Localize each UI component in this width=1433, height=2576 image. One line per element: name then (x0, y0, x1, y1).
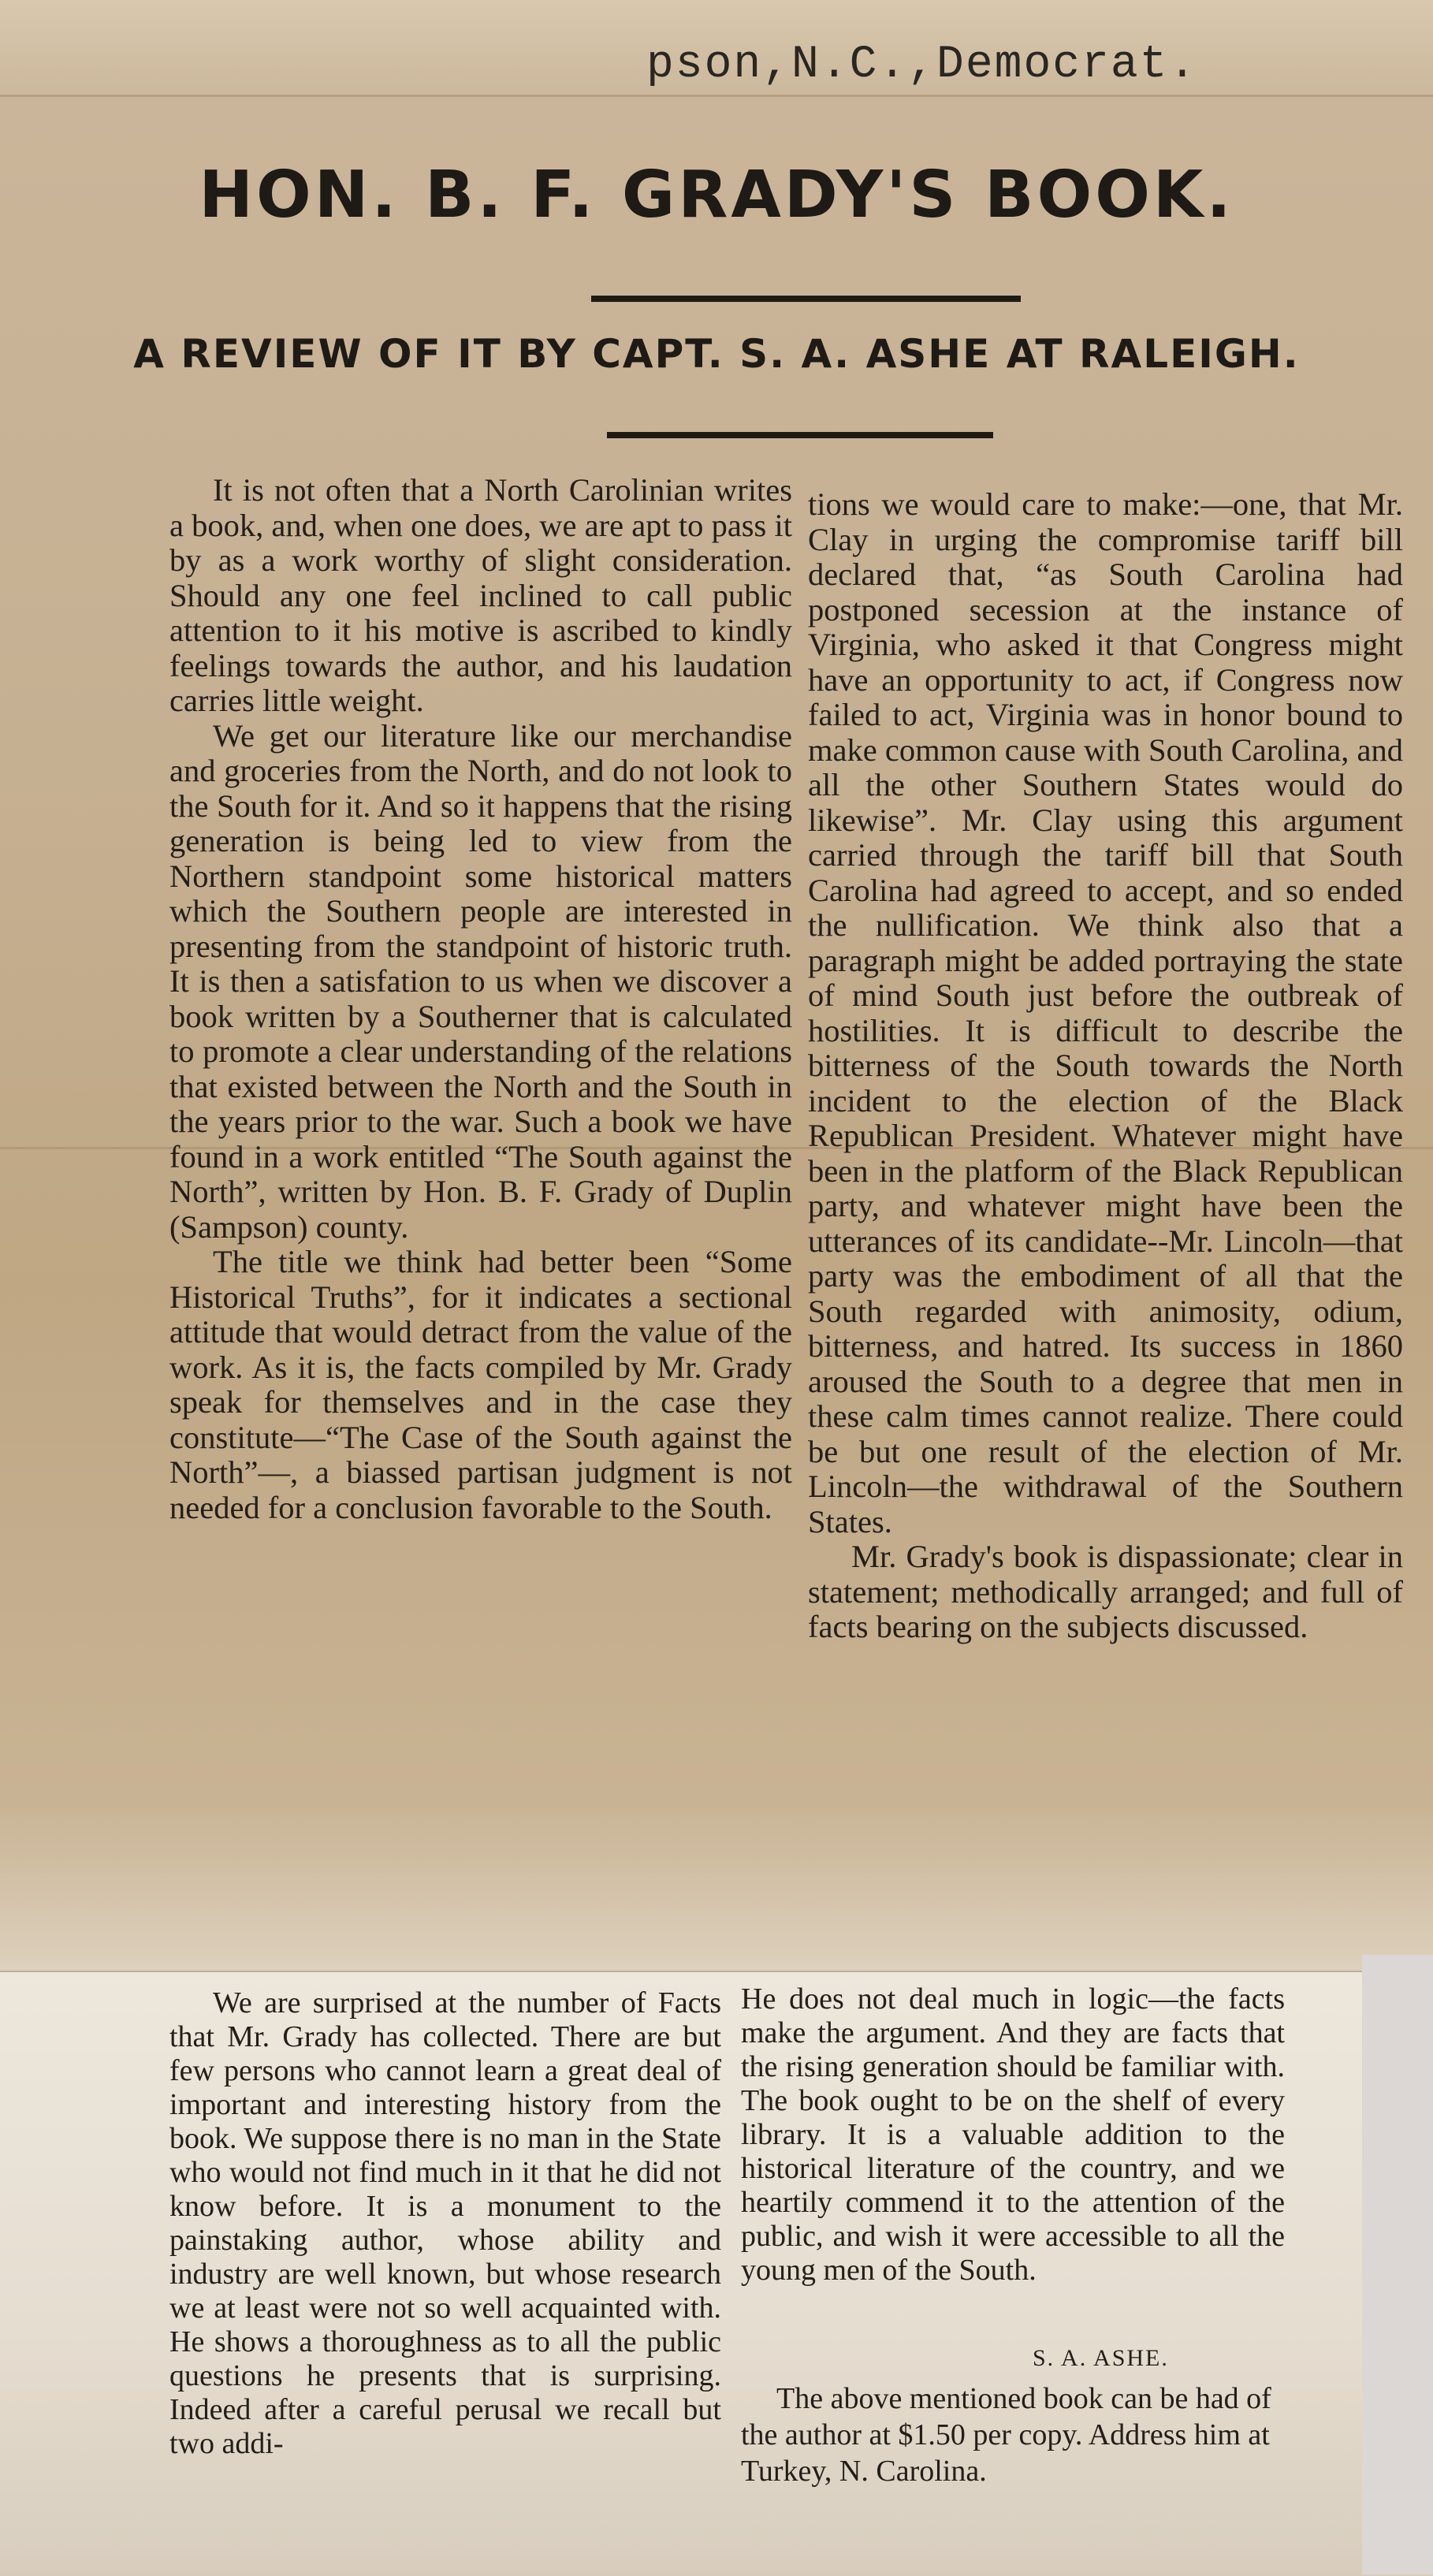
paragraph: We are surprised at the number of Facts that Mr. Grady has collected. There are but few persons who cannot learn a great deal of important and interesting history from the book. We suppose there is no man in the State who would not find much in it that he did not know before. It is a monument to the painstaking author, whose ability and industry are well known, but whose research we at least were not so well acquainted with. He shows a thoroughness as to all the public questions he presents that is surprising. Indeed after a careful perusal we recall but two addi- (169, 1986, 721, 2460)
background-edge (1362, 1955, 1433, 2574)
lower-left-column (169, 1986, 721, 2461)
paragraph: It is not often that a North Carolinian writes a book, and, when one does, we are apt to pass it by as a work worthy of slight consideration. Should any one feel inclined to call public attention to it his motive is ascribed to kindly feelings towards the author, and his laudation carries little weight. (169, 472, 792, 718)
paragraph: He does not deal much in logic—the facts make the argument. And they are facts that the rising generation should be familiar with. The book ought to be on the shelf of every library. It is a valuable addition to the historical literature of the country, and we heartily commend it to the attention of the public, and wish it were accessible to all the young men of the South. (741, 1982, 1285, 2287)
right-column (808, 487, 1403, 1645)
paragraph: Mr. Grady's book is dispassionate; clear in statement; methodically arranged; and full of facts bearing on the subjects discussed. (808, 1539, 1403, 1644)
author-signature: S. A. ASHE. (1033, 2345, 1169, 2371)
source-stamp: pson,N.C.,Democrat. (646, 39, 1198, 91)
left-column (169, 473, 792, 1525)
article-title: HON. B. F. GRADY'S BOOK. (199, 158, 1234, 233)
purchase-note: The above mentioned book can be had of the author at $1.50 per copy. Address him at Turkey, N. Carolina. (741, 2382, 1271, 2488)
paragraph: We get our literature like our merchandise and groceries from the North, and do not look to the South for it. And so it happens that the rising generation is being led to view from the Northern standpoint some historical matters which the Southern people are interested in presenting from the standpoint of historic truth. It is then a satisfation to us when we discover a book written by a Southerner that is calculated to promote a clear understanding of the relations that existed between the North and the South in the years prior to the war. Such a book we have found in a work entitled “The South against the North”, written by Hon. B. F. Grady of Duplin (Sampson) county. (169, 717, 792, 1245)
lower-right-column (741, 1982, 1285, 2288)
paragraph: tions we would care to make:—one, that Mr. Clay in urging the compromise tariff bill declared that, “as South Carolina had postponed secession at the instance of Virginia, who asked it that Congress might have an opportunity to act, if Congress now failed to act, Virginia was in honor bound to make common cause with South Carolina, and all the other Southern States would do likewise”. Mr. Clay using this argument carried through the tariff bill that South Carolina had agreed to accept, and so ended the nullification. We think also that a paragraph might be added portraying the state of mind South just before the outbreak of hostilities. It is difficult to describe the bitterness of the South towards the North incident to the election of the Black Republican President. Whatever might have been in the platform of the Black Republican party, and whatever might have been the utterances of its candidate--Mr. Lincoln—that party was the embodiment of all that the South regarded with animosity, odium, bitterness, and hatred. Its success in 1860 aroused the South to a degree that men in these calm times cannot realize. There could be but one result of the election of Mr. Lincoln—the withdrawal of the Southern States. (808, 486, 1403, 1539)
subtitle-rule (607, 432, 993, 438)
title-rule (591, 296, 1021, 302)
article-subtitle: A REVIEW OF IT BY CAPT. S. A. ASHE AT RALEIGH. (133, 331, 1300, 377)
paragraph: The title we think had better been “Some Historical Truths”, for it indicates a sectional attitude that would detract from the value of the work. As it is, the facts compiled by Mr. Grady speak for themselves and in the case they constitute—“The Case of the South against the North”—, a biassed partisan judgment is not needed for a conclusion favorable to the South. (169, 1244, 792, 1525)
